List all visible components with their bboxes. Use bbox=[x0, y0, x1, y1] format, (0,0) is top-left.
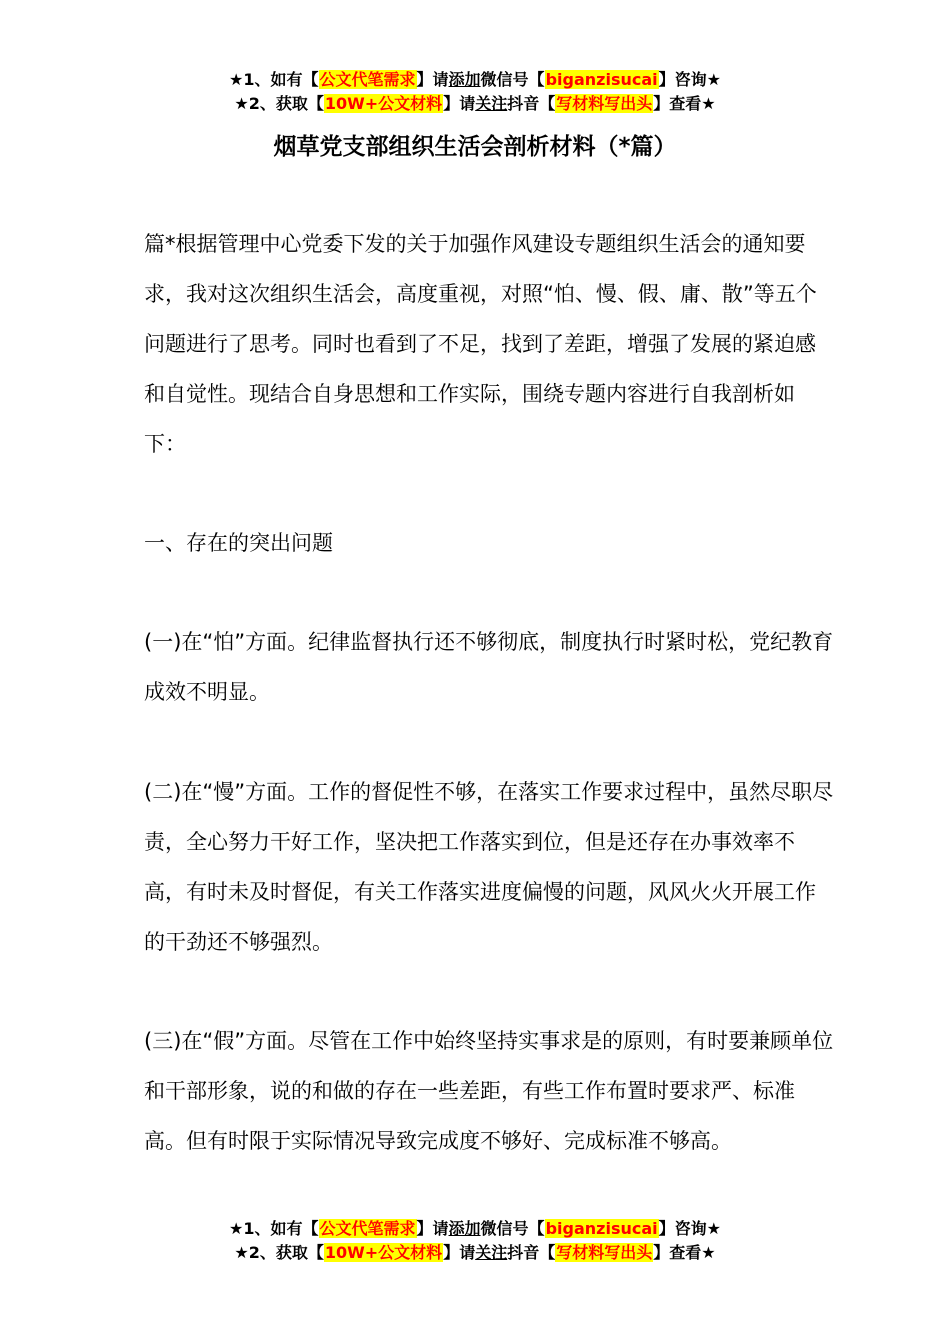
banner-underline: 关注 bbox=[475, 1243, 508, 1262]
banner-text: 抖音【 bbox=[507, 1243, 556, 1262]
banner-underline: 添加 bbox=[448, 1219, 481, 1238]
heading-text: 一、存在的突出问题 bbox=[144, 531, 333, 555]
banner-text: 】咨询★ bbox=[658, 70, 721, 89]
paragraph-text: (三)在“假”方面。尽管在工作中始终坚持实事求是的原则，有时要兼顾单位和干部形象，说的和做的存在一些差距，有些工作布置时要求严、标准高。但有时限于实际情况导致完成度不够好、完成标准不够高。 bbox=[144, 1029, 834, 1153]
footer-banner bbox=[0, 1217, 950, 1265]
banner-text: ★2、获取【 bbox=[234, 94, 324, 113]
banner-line-2 bbox=[0, 1241, 950, 1265]
banner-text: ★2、获取【 bbox=[234, 1243, 324, 1262]
intro-paragraph bbox=[144, 219, 834, 469]
banner-line-2 bbox=[0, 92, 950, 116]
banner-text: ★1、如有【 bbox=[229, 70, 319, 89]
banner-text: 微信号【 bbox=[480, 1219, 545, 1238]
header-banner bbox=[0, 68, 950, 116]
item-paragraph-2 bbox=[144, 767, 834, 967]
banner-highlight: 写材料写出头 bbox=[556, 1243, 653, 1262]
banner-text: 】请 bbox=[416, 1219, 449, 1238]
banner-highlight: 公文代笔需求 bbox=[319, 70, 416, 89]
banner-underline: 关注 bbox=[475, 94, 508, 113]
banner-text: 抖音【 bbox=[507, 94, 556, 113]
banner-text: 】查看★ bbox=[653, 1243, 716, 1262]
banner-text: 微信号【 bbox=[480, 70, 545, 89]
banner-text: 】查看★ bbox=[653, 94, 716, 113]
banner-highlight: 公文代笔需求 bbox=[319, 1219, 416, 1238]
banner-highlight: biganzisucai bbox=[545, 1219, 658, 1238]
item-paragraph-1 bbox=[144, 617, 834, 717]
banner-line-1 bbox=[0, 1217, 950, 1241]
banner-text: ★1、如有【 bbox=[229, 1219, 319, 1238]
paragraph-text: (一)在“怕”方面。纪律监督执行还不够彻底，制度执行时紧时松，党纪教育成效不明显。 bbox=[144, 630, 834, 704]
banner-underline: 添加 bbox=[448, 70, 481, 89]
banner-text: 】咨询★ bbox=[658, 1219, 721, 1238]
banner-highlight: 写材料写出头 bbox=[556, 94, 653, 113]
banner-highlight: 10W+公文材料 bbox=[324, 1243, 443, 1262]
banner-line-1 bbox=[0, 68, 950, 92]
banner-text: 】请 bbox=[416, 70, 449, 89]
paragraph-text: (二)在“慢”方面。工作的督促性不够，在落实工作要求过程中，虽然尽职尽责，全心努力干好工作，坚决把工作落实到位，但是还存在办事效率不高，有时未及时督促，有关工作落实进度偏慢的问题，风风火火开展工作的干劲还不够强烈。 bbox=[144, 780, 834, 954]
item-paragraph-3 bbox=[144, 1016, 834, 1166]
paragraph-text: 篇*根据管理中心党委下发的关于加强作风建设专题组织生活会的通知要求，我对这次组织生活会，高度重视，对照“怕、慢、假、庸、散”等五个问题进行了思考。同时也看到了不足，找到了差距，增强了发展的紧迫感和自觉性。现结合自身思想和工作实际，围绕专题内容进行自我剖析如下： bbox=[144, 232, 817, 456]
banner-highlight: biganzisucai bbox=[545, 70, 658, 89]
banner-text: 】请 bbox=[443, 94, 476, 113]
banner-text: 】请 bbox=[443, 1243, 476, 1262]
banner-highlight: 10W+公文材料 bbox=[324, 94, 443, 113]
document-title: 烟草党支部组织生活会剖析材料（*篇） bbox=[273, 134, 677, 160]
section-heading bbox=[144, 518, 834, 568]
